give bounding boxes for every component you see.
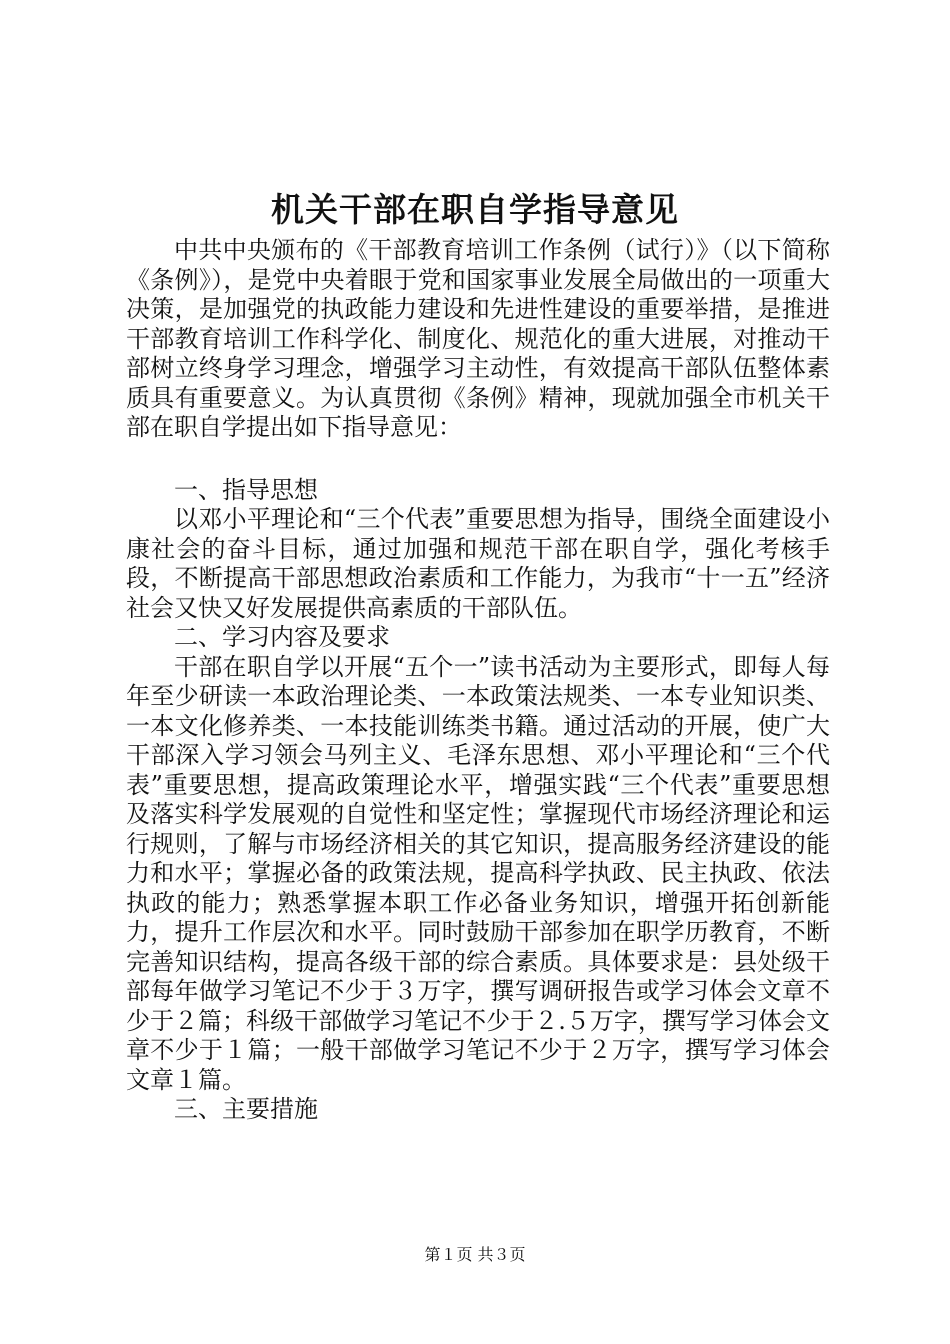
intro-paragraph: 中共中央颁布的《干部教育培训工作条例（试行）》（以下简称《条例》），是党中央着眼于党和国家事业发展全局做出的一项重大决策，是加强党的执政能力建设和先进性建设的重要举措，是推进干部教育培训工作科学化、制度化、规范化的重大进展，对推动干部树立终身学习理念，增强学习主动性，有效提高干部队伍整体素质具有重要意义。为认真贯彻《条例》精神，现就加强全市机关干部在职自学提出如下指导意见： [126, 236, 830, 441]
section-body-1: 以邓小平理论和“三个代表”重要思想为指导，围绕全面建设小康社会的奋斗目标，通过加强和规范干部在职自学，强化考核手段，不断提高干部思想政治素质和工作能力，为我市“十一五”经济社会又快又好发展提供高素质的干部队伍。 [126, 505, 830, 622]
section-body-2: 干部在职自学以开展“五个一”读书活动为主要形式，即每人每年至少研读一本政治理论类、一本政策法规类、一本专业知识类、一本文化修养类、一本技能训练类书籍。通过活动的开展，使广大干部深入学习领会马列主义、毛泽东思想、邓小平理论和“三个代表”重要思想，提高政策理论水平，增强实践“三个代表”重要思想及落实科学发展观的自觉性和坚定性；掌握现代市场经济理论和运行规则，了解与市场经济相关的其它知识，提高服务经济建设的能力和水平；掌握必备的政策法规，提高科学执政、民主执政、依法执政的能力；熟悉掌握本职工作必备业务知识，增强开拓创新能力，提升工作层次和水平。同时鼓励干部参加在职学历教育，不断完善知识结构，提高各级干部的综合素质。具体要求是：县处级干部每年做学习笔记不少于３万字，撰写调研报告或学习体会文章不少于２篇；科级干部做学习笔记不少于２.５万字，撰写学习体会文章不少于１篇；一般干部做学习笔记不少于２万字，撰写学习体会文章１篇。 [126, 652, 830, 1094]
paragraph-spacer [126, 443, 830, 476]
document-body [126, 236, 830, 1125]
document-title: 机关干部在职自学指导意见 [271, 190, 679, 229]
section-heading-2: 二、学习内容及要求 [174, 623, 390, 651]
section-heading-3: 三、主要措施 [174, 1095, 318, 1123]
section-heading-1: 一、指导思想 [174, 475, 318, 504]
page-number-footer: 第１页 共３页 [424, 1245, 526, 1264]
